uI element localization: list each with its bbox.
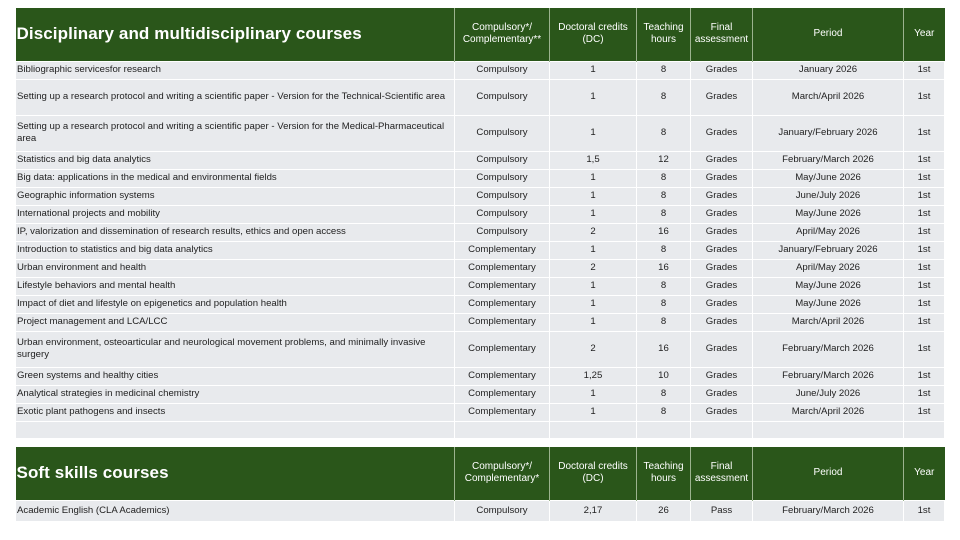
course-type: Compulsory [455, 169, 550, 187]
table-row [16, 385, 945, 403]
table-row [16, 223, 945, 241]
course-name: Setting up a research protocol and writing a scientific paper - Version for the Medical-Pharmaceutical area [16, 115, 455, 151]
course-type: Complementary [455, 295, 550, 313]
doctoral-credits: 1 [550, 61, 637, 79]
table-row [16, 367, 945, 385]
soft-skills-courses-table [15, 447, 945, 522]
empty-row [16, 421, 945, 438]
header-year: Year [904, 8, 945, 61]
course-name: Academic English (CLA Academics) [16, 500, 455, 521]
empty-cell [691, 421, 753, 438]
period: June/July 2026 [753, 187, 904, 205]
final-assessment: Grades [691, 277, 753, 295]
year: 1st [904, 223, 945, 241]
table-row [16, 277, 945, 295]
year: 1st [904, 277, 945, 295]
table-row [16, 61, 945, 79]
header-credits: Doctoral credits (DC) [550, 447, 637, 500]
course-type: Compulsory [455, 223, 550, 241]
period: May/June 2026 [753, 277, 904, 295]
doctoral-credits: 2 [550, 259, 637, 277]
course-type: Compulsory [455, 79, 550, 115]
table-row [16, 187, 945, 205]
period: May/June 2026 [753, 169, 904, 187]
final-assessment: Grades [691, 223, 753, 241]
period: June/July 2026 [753, 385, 904, 403]
empty-cell [904, 421, 945, 438]
doctoral-credits: 1 [550, 241, 637, 259]
teaching-hours: 8 [637, 205, 691, 223]
teaching-hours: 8 [637, 385, 691, 403]
period: January/February 2026 [753, 115, 904, 151]
teaching-hours: 8 [637, 169, 691, 187]
header-type: Compulsory*/ Complementary* [455, 447, 550, 500]
year: 1st [904, 169, 945, 187]
table-row [16, 115, 945, 151]
year: 1st [904, 205, 945, 223]
year: 1st [904, 61, 945, 79]
period: March/April 2026 [753, 403, 904, 421]
table-row [16, 313, 945, 331]
final-assessment: Grades [691, 61, 753, 79]
period: April/May 2026 [753, 259, 904, 277]
course-name: Lifestyle behaviors and mental health [16, 277, 455, 295]
course-name: Big data: applications in the medical and environmental fields [16, 169, 455, 187]
table-row [16, 241, 945, 259]
doctoral-credits: 1 [550, 79, 637, 115]
section-title: Disciplinary and multidisciplinary courses [16, 8, 455, 61]
period: February/March 2026 [753, 500, 904, 521]
course-type: Complementary [455, 331, 550, 367]
period: March/April 2026 [753, 313, 904, 331]
year: 1st [904, 403, 945, 421]
course-type: Compulsory [455, 500, 550, 521]
table-row [16, 331, 945, 367]
table-row [16, 169, 945, 187]
header-year: Year [904, 447, 945, 500]
teaching-hours: 16 [637, 259, 691, 277]
period: May/June 2026 [753, 295, 904, 313]
course-name: Exotic plant pathogens and insects [16, 403, 455, 421]
period: February/March 2026 [753, 331, 904, 367]
period: May/June 2026 [753, 205, 904, 223]
doctoral-credits: 1,25 [550, 367, 637, 385]
table-row [16, 151, 945, 169]
doctoral-credits: 1 [550, 295, 637, 313]
course-type: Compulsory [455, 115, 550, 151]
doctoral-credits: 1,5 [550, 151, 637, 169]
header-assessment: Final assessment [691, 8, 753, 61]
course-type: Complementary [455, 313, 550, 331]
doctoral-credits: 1 [550, 385, 637, 403]
period: February/March 2026 [753, 151, 904, 169]
final-assessment: Grades [691, 187, 753, 205]
empty-cell [550, 421, 637, 438]
year: 1st [904, 259, 945, 277]
header-hours: Teaching hours [637, 8, 691, 61]
teaching-hours: 8 [637, 115, 691, 151]
final-assessment: Grades [691, 385, 753, 403]
year: 1st [904, 367, 945, 385]
final-assessment: Grades [691, 331, 753, 367]
course-name: Statistics and big data analytics [16, 151, 455, 169]
course-name: Bibliographic servicesfor research [16, 61, 455, 79]
doctoral-credits: 1 [550, 169, 637, 187]
final-assessment: Grades [691, 403, 753, 421]
year: 1st [904, 115, 945, 151]
table-header-row [16, 8, 945, 61]
course-type: Complementary [455, 367, 550, 385]
empty-cell [637, 421, 691, 438]
course-type: Complementary [455, 403, 550, 421]
doctoral-credits: 2 [550, 331, 637, 367]
course-name: Project management and LCA/LCC [16, 313, 455, 331]
course-name: Green systems and healthy cities [16, 367, 455, 385]
period: January/February 2026 [753, 241, 904, 259]
course-name: Setting up a research protocol and writing a scientific paper - Version for the Technical-Scientific area [16, 79, 455, 115]
section-title: Soft skills courses [16, 447, 455, 500]
course-type: Complementary [455, 259, 550, 277]
final-assessment: Grades [691, 295, 753, 313]
course-type: Compulsory [455, 151, 550, 169]
year: 1st [904, 241, 945, 259]
final-assessment: Pass [691, 500, 753, 521]
header-type: Compulsory*/ Complementary** [455, 8, 550, 61]
teaching-hours: 10 [637, 367, 691, 385]
course-type: Complementary [455, 241, 550, 259]
course-type: Complementary [455, 385, 550, 403]
teaching-hours: 8 [637, 241, 691, 259]
header-period: Period [753, 447, 904, 500]
year: 1st [904, 295, 945, 313]
teaching-hours: 8 [637, 313, 691, 331]
header-assessment: Final assessment [691, 447, 753, 500]
final-assessment: Grades [691, 241, 753, 259]
teaching-hours: 8 [637, 61, 691, 79]
table-header-row [16, 447, 945, 500]
year: 1st [904, 385, 945, 403]
course-name: Impact of diet and lifestyle on epigenetics and population health [16, 295, 455, 313]
year: 1st [904, 313, 945, 331]
table-row [16, 205, 945, 223]
final-assessment: Grades [691, 151, 753, 169]
disciplinary-courses-table [15, 8, 945, 439]
teaching-hours: 8 [637, 403, 691, 421]
final-assessment: Grades [691, 259, 753, 277]
course-name: IP, valorization and dissemination of research results, ethics and open access [16, 223, 455, 241]
empty-cell [753, 421, 904, 438]
teaching-hours: 8 [637, 79, 691, 115]
year: 1st [904, 331, 945, 367]
header-hours: Teaching hours [637, 447, 691, 500]
year: 1st [904, 187, 945, 205]
course-name: Urban environment and health [16, 259, 455, 277]
teaching-hours: 8 [637, 295, 691, 313]
teaching-hours: 12 [637, 151, 691, 169]
course-name: Urban environment, osteoarticular and neurological movement problems, and minimally invasive surgery [16, 331, 455, 367]
header-credits: Doctoral credits (DC) [550, 8, 637, 61]
doctoral-credits: 2,17 [550, 500, 637, 521]
course-name: Analytical strategies in medicinal chemistry [16, 385, 455, 403]
period: March/April 2026 [753, 79, 904, 115]
course-name: International projects and mobility [16, 205, 455, 223]
teaching-hours: 8 [637, 187, 691, 205]
year: 1st [904, 500, 945, 521]
course-type: Compulsory [455, 187, 550, 205]
doctoral-credits: 1 [550, 277, 637, 295]
doctoral-credits: 1 [550, 313, 637, 331]
period: January 2026 [753, 61, 904, 79]
empty-cell [16, 421, 455, 438]
teaching-hours: 26 [637, 500, 691, 521]
year: 1st [904, 79, 945, 115]
doctoral-credits: 2 [550, 223, 637, 241]
teaching-hours: 16 [637, 223, 691, 241]
teaching-hours: 16 [637, 331, 691, 367]
period: April/May 2026 [753, 223, 904, 241]
teaching-hours: 8 [637, 277, 691, 295]
doctoral-credits: 1 [550, 205, 637, 223]
final-assessment: Grades [691, 79, 753, 115]
final-assessment: Grades [691, 115, 753, 151]
table-row [16, 259, 945, 277]
final-assessment: Grades [691, 169, 753, 187]
table-row [16, 500, 945, 521]
course-name: Introduction to statistics and big data analytics [16, 241, 455, 259]
doctoral-credits: 1 [550, 187, 637, 205]
course-type: Complementary [455, 277, 550, 295]
period: February/March 2026 [753, 367, 904, 385]
table-row [16, 295, 945, 313]
doctoral-credits: 1 [550, 115, 637, 151]
empty-cell [455, 421, 550, 438]
year: 1st [904, 151, 945, 169]
course-name: Geographic information systems [16, 187, 455, 205]
course-type: Compulsory [455, 61, 550, 79]
header-period: Period [753, 8, 904, 61]
final-assessment: Grades [691, 205, 753, 223]
table-row [16, 79, 945, 115]
table-row [16, 403, 945, 421]
doctoral-credits: 1 [550, 403, 637, 421]
final-assessment: Grades [691, 367, 753, 385]
final-assessment: Grades [691, 313, 753, 331]
course-type: Compulsory [455, 205, 550, 223]
